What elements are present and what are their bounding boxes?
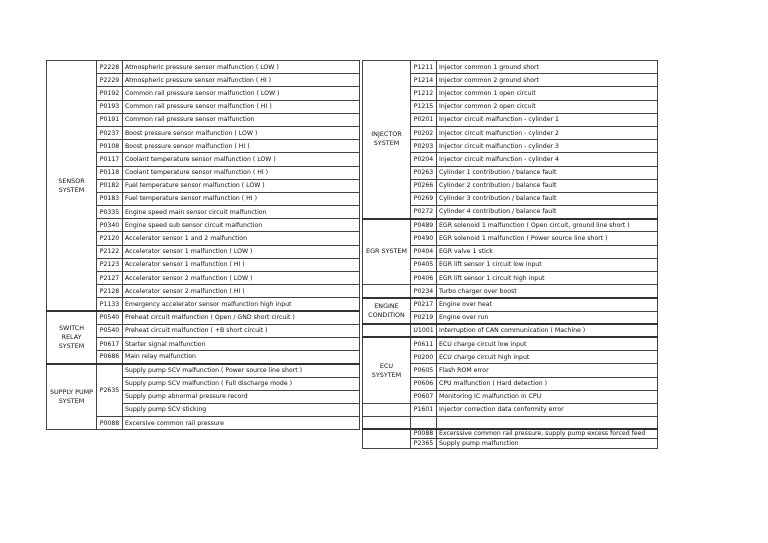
dtc-code: P0204 [411, 153, 437, 166]
system-cell-empty [363, 417, 411, 429]
dtc-code: P0108 [97, 140, 123, 153]
dtc-code: P1133 [97, 298, 123, 311]
dtc-description: Preheat circuit malfunction ( +B short circuit ) [123, 324, 360, 337]
dtc-code: P1601 [411, 403, 437, 416]
engine-condition-label: ENGINE CONDITION [363, 298, 411, 324]
dtc-description: EGR lift sensor 1 circuit low input [437, 258, 658, 271]
dtc-description: Boost pressure sensor malfunction ( LOW ) [123, 126, 360, 139]
dtc-code: P0200 [411, 351, 437, 364]
dtc-code: P2122 [97, 245, 123, 258]
dtc-code: P0117 [97, 153, 123, 166]
dtc-description: CPU malfunction ( Hard detection ) [437, 377, 658, 390]
dtc-code: P2365 [411, 439, 437, 449]
sensor-system-label: SENSOR SYSTEM [47, 61, 97, 312]
dtc-code: P2123 [97, 258, 123, 271]
dtc-description: Accelerator sensor 1 malfunction ( LOW ) [123, 245, 360, 258]
dtc-code: P0118 [97, 166, 123, 179]
dtc-code: P0269 [411, 192, 437, 205]
dtc-code: P0272 [411, 206, 437, 219]
system-cell-empty [363, 429, 411, 449]
dtc-code: P1212 [411, 87, 437, 100]
dtc-code: P0607 [411, 390, 437, 403]
dtc-description: EGR solenoid 1 malfunction ( Power source line short ) [437, 232, 658, 245]
dtc-code: P0611 [411, 337, 437, 350]
dtc-description: ECU charge circuit high input [437, 351, 658, 364]
dtc-description: EGR solenoid 1 malfunction ( Open circuit, ground line short ) [437, 219, 658, 232]
dtc-code: U1001 [411, 324, 437, 337]
dtc-code: P0335 [97, 206, 123, 219]
dtc-code: P0088 [97, 417, 123, 430]
dtc-description: Atmospheric pressure sensor malfunction ( HI ) [123, 74, 360, 87]
dtc-description: Excersive common rail pressure [123, 417, 360, 430]
dtc-code: P0217 [411, 298, 437, 311]
right-dtc-table [362, 60, 658, 449]
dtc-code: P0201 [411, 113, 437, 126]
dtc-code: P0266 [411, 179, 437, 192]
table-row [363, 324, 658, 337]
table-row [363, 417, 658, 429]
dtc-description: Cylinder 2 contribution / balance fault [437, 179, 658, 192]
system-cell-empty [363, 324, 411, 337]
dtc-code: P0263 [411, 166, 437, 179]
dtc-description: ECU charge circuit low input [437, 337, 658, 350]
table-row [363, 285, 658, 298]
dtc-code: P2127 [97, 272, 123, 285]
dtc-description: Interruption of CAN communication ( Machine ) [437, 324, 658, 337]
ecu-system-label: ECU SYSYTEM [363, 337, 411, 403]
dtc-code [411, 417, 437, 429]
dtc-code: P0202 [411, 126, 437, 139]
dtc-description: Cylinder 4 contribution / balance fault [437, 206, 658, 219]
supply-pump-system-label: SUPPLY PUMP SYSTEM [47, 364, 97, 430]
dtc-code: P2128 [97, 285, 123, 298]
dtc-description: Supply pump malfunction [437, 439, 658, 449]
dtc-code: P0405 [411, 258, 437, 271]
dtc-description: Cylinder 1 contribution / balance fault [437, 166, 658, 179]
dtc-description: Engine speed sub sensor circuit malfunction [123, 219, 360, 232]
dtc-code: P0183 [97, 192, 123, 205]
dtc-description: EGR valve 1 stick [437, 245, 658, 258]
dtc-code: P0606 [411, 377, 437, 390]
dtc-description: Cylinder 3 contribution / balance fault [437, 192, 658, 205]
dtc-description: Common rail pressure sensor malfunction ( LOW ) [123, 87, 360, 100]
dtc-description: Turbo charger over boost [437, 285, 658, 298]
dtc-code: P0234 [411, 285, 437, 298]
injector-system-label: INJECTOR SYSTEM [363, 61, 411, 219]
dtc-description: Main relay malfunction [123, 351, 360, 364]
dtc-code: P0088 [411, 429, 437, 439]
dtc-code: P0406 [411, 272, 437, 285]
dtc-description: Flash ROM error [437, 364, 658, 377]
dtc-code: P0192 [97, 87, 123, 100]
dtc-code: P0540 [97, 311, 123, 324]
dtc-code: P0489 [411, 219, 437, 232]
dtc-description: Starter signal malfunction [123, 337, 360, 350]
dtc-description: Accelerator sensor 1 and 2 malfunction [123, 232, 360, 245]
dtc-description: Monitoring IC malfunction in CPU [437, 390, 658, 403]
dtc-description: Accelerator sensor 2 malfunction ( LOW ) [123, 272, 360, 285]
dtc-description: Atmospheric pressure sensor malfunction ( LOW ) [123, 61, 360, 74]
dtc-code: P0203 [411, 140, 437, 153]
left-dtc-table [46, 60, 360, 430]
egr-system-label: EGR SYSTEM [363, 219, 411, 285]
dtc-description: Emergency accelerator sensor malfunction high input [123, 298, 360, 311]
dtc-description: Injector circuit malfunction - cylinder 3 [437, 140, 658, 153]
switch-relay-system-label: SWITCH RELAY SYSTEM [47, 311, 97, 364]
table-row [47, 364, 360, 377]
dtc-description: Accelerator sensor 2 malfunction ( HI ) [123, 285, 360, 298]
dtc-description: Supply pump SCV malfunction ( Full discharge mode ) [123, 377, 360, 390]
table-row [363, 403, 658, 416]
dtc-description: Supply pump abnormal pressure record [123, 390, 360, 403]
system-cell-empty [363, 403, 411, 416]
dtc-code: P0191 [97, 113, 123, 126]
dtc-code: P2229 [97, 74, 123, 87]
table-row [363, 337, 658, 350]
table-row [47, 61, 360, 74]
dtc-description: Fuel temperature sensor malfunction ( LOW ) [123, 179, 360, 192]
dtc-description: Engine over run [437, 311, 658, 324]
table-row [47, 311, 360, 324]
dtc-description: Common rail pressure sensor malfunction ( HI ) [123, 100, 360, 113]
table-row [363, 61, 658, 74]
dtc-description: Injector common 1 ground short [437, 61, 658, 74]
dtc-code: P1211 [411, 61, 437, 74]
dtc-code: P1215 [411, 100, 437, 113]
dtc-description: Injector common 1 open circuit [437, 87, 658, 100]
dtc-description: Engine speed main sensor circuit malfunction [123, 206, 360, 219]
dtc-description: EGR lift sensor 1 circuit high input [437, 272, 658, 285]
dtc-description: Fuel temperature sensor malfunction ( HI ) [123, 192, 360, 205]
dtc-description: Coolant temperature sensor malfunction ( HI ) [123, 166, 360, 179]
table-row [363, 219, 658, 232]
dtc-description: Excerssive common rail pressure, supply pump excess forced feed [437, 429, 658, 439]
dtc-description: Coolant temperature sensor malfunction ( LOW ) [123, 153, 360, 166]
dtc-code: P0540 [97, 324, 123, 337]
dtc-code: P1214 [411, 74, 437, 87]
dtc-code: P2635 [97, 364, 123, 417]
dtc-description: Boost pressure sensor malfunction ( HI ) [123, 140, 360, 153]
table-row [363, 298, 658, 311]
dtc-code: P0490 [411, 232, 437, 245]
dtc-description: Engine over heat [437, 298, 658, 311]
dtc-description: Common rail pressure sensor malfunction [123, 113, 360, 126]
system-cell-empty [363, 285, 411, 298]
dtc-code: P0686 [97, 351, 123, 364]
dtc-description: Injector common 2 open circuit [437, 100, 658, 113]
dtc-description: Accelerator sensor 1 malfunction ( HI ) [123, 258, 360, 271]
dtc-description: Injector common 2 ground short [437, 74, 658, 87]
dtc-description [437, 417, 658, 429]
dtc-code: P0219 [411, 311, 437, 324]
dtc-code: P2228 [97, 61, 123, 74]
dtc-code: P0237 [97, 126, 123, 139]
dtc-description: Supply pump SCV sticking [123, 403, 360, 416]
dtc-code: P0404 [411, 245, 437, 258]
table-row [363, 429, 658, 439]
dtc-description: Supply pump SCV malfunction ( Power source line short ) [123, 364, 360, 377]
dtc-description: Injector circuit malfunction - cylinder 4 [437, 153, 658, 166]
dtc-description: Injector circuit malfunction - cylinder 2 [437, 126, 658, 139]
dtc-description: Injector circuit malfunction - cylinder 1 [437, 113, 658, 126]
dtc-code: P0340 [97, 219, 123, 232]
dtc-code: P0182 [97, 179, 123, 192]
dtc-code: P0193 [97, 100, 123, 113]
dtc-code: P2120 [97, 232, 123, 245]
dtc-code: P0617 [97, 337, 123, 350]
dtc-code: P0605 [411, 364, 437, 377]
dtc-description: Injector correction data conformity error [437, 403, 658, 416]
dtc-description: Preheat circuit malfunction ( Open / GND short circuit ) [123, 311, 360, 324]
